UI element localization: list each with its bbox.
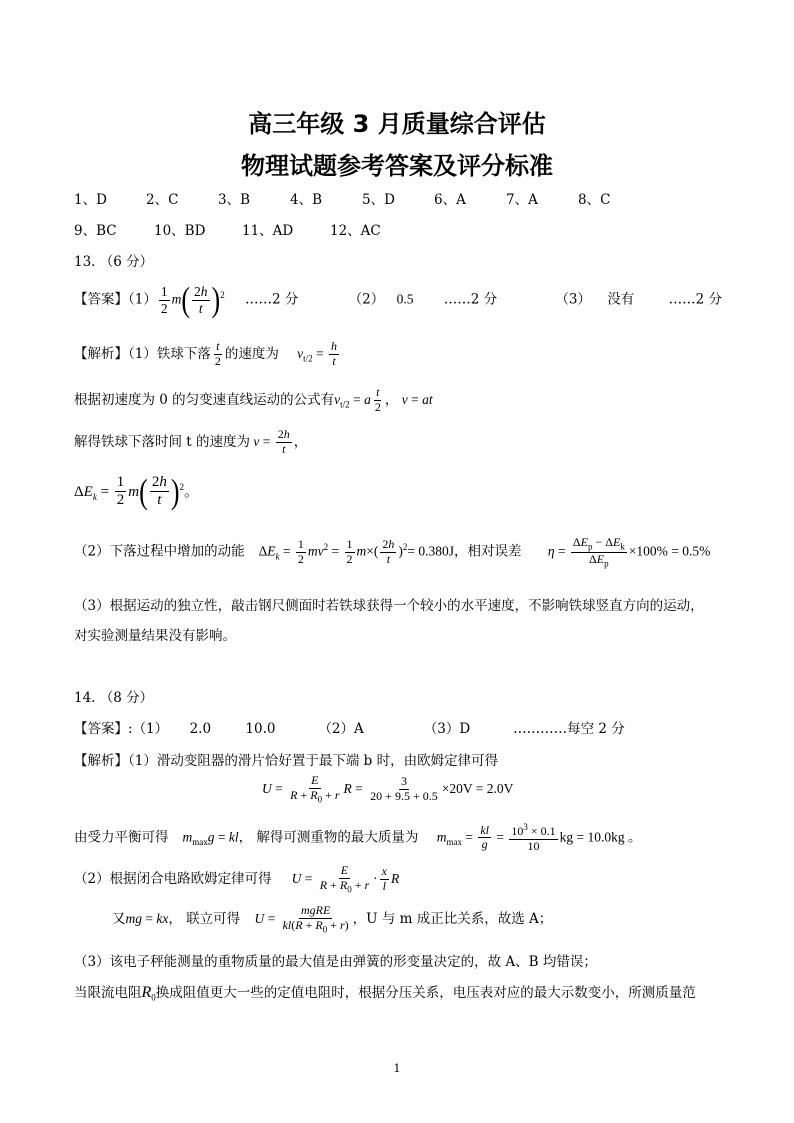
q13-analysis-line-2: 根据初速度为 0 的匀变速直线运动的公式有$v_{t/2} = a$ $\frac{t}{2}$ ， v = at [74, 385, 433, 414]
q13-heading: 13. （6 分） [74, 254, 154, 270]
choice-answer: 6、A [434, 192, 466, 208]
choice-answer: 5、D [362, 192, 395, 208]
choice-answers-row-2 [0, 219, 794, 239]
q14-analysis-line-3: 又mg = kx， 联立可得 U = $\frac{\text{mgRE}}{kl(R + R_0 + r)}$ ，U 与 m 成正比关系，故选 A； [112, 903, 553, 935]
q14-answer-line: 【答案】:（1） 2.0 10.0 （2）A （3）D …………每空 2 分 [74, 721, 625, 737]
choice-answer: 9、BC [74, 223, 117, 239]
q14-equation-1: U = $\frac{E}{R + R_0 + r}$ R = $\frac{3}{20 + 9.5 + 0.5}$ ×20V = 2.0V [262, 773, 514, 805]
page-title: 高三年级 3 月质量综合评估 [248, 110, 546, 138]
q14-analysis-line-5: 当限流电阻$R_0$换成阻值更大一些的定值电阻时，根据分压关系，电压表对应的最大示数变小，所测质量范 [74, 984, 696, 1003]
q13-analysis-line-1: 【解析】（1）铁球下落 $\frac{t}{2}$ 的速度为 $v_{t/2}$ = $\frac{h}{t}$ [74, 339, 338, 368]
choice-answer: 7、A [506, 192, 538, 208]
q13-analysis-line-6: （3）根据运动的独立性，敲击钢尺侧面时若铁球获得一个较小的水平速度，不影响铁球竖直方向的运动， [74, 598, 704, 614]
q13-analysis-line-5: （2）下落过程中增加的动能 $\Delta E_k$ = $\frac{1}{2}$ $mv^2$ = $\frac{1}{2}$ m×( $\frac{2h}{t}$ )$^2$= 0.380J，相对误差 η = $\frac{\Delta E_p - \Delta E_k}{\Delta E_p}$ ×100% = 0.5% [74, 535, 711, 569]
q13-analysis-line-7: 对实验测量结果没有影响。 [74, 628, 236, 644]
choice-answer: 10、BD [154, 223, 206, 239]
analysis-label: 【解析】 [74, 345, 128, 362]
choice-answer: 11、AD [242, 223, 294, 239]
choice-answer: 12、AC [330, 223, 381, 239]
q13-answer-line: 【答案】（1） $\frac{1}{2}$ m( $\frac{2h}{t}$ )$^2$ ……2 分 （2） 0.5 ……2 分 （3） 没有 ……2 分 [74, 279, 722, 319]
choice-answer: 1、D [74, 192, 107, 208]
q14-analysis-line-1: 【解析】（1）滑动变阻器的滑片恰好置于最下端 b 时，由欧姆定律可得 [74, 753, 499, 769]
page-number: 1 [393, 1062, 401, 1075]
choice-answers-row-1 [0, 188, 794, 208]
q13-analysis-line-3: 解得铁球下落时间 t 的速度为 v = $\frac{2h}{t}$ ， [74, 427, 308, 456]
page-subtitle: 物理试题参考答案及评分标准 [241, 152, 553, 180]
q14-analysis-line-balance: 由受力平衡可得 $m_{max}g$ = kl， 解得可测重物的最大质量为 $m_{max}$ = $\frac{kl}{g}$ = $\frac{10^3 \times 0.1}{10}$ kg = 10.0kg 。 [74, 822, 642, 853]
q14-heading: 14. （8 分） [74, 690, 154, 706]
choice-answer: 4、B [290, 192, 323, 208]
answer-label: 【答案】 [74, 291, 128, 308]
choice-answer: 3、B [218, 192, 251, 208]
choice-answer: 2、C [146, 192, 179, 208]
q13-analysis-line-4: $\Delta E_k$ = $\frac{1}{2}$ m( $\frac{2h}{t}$ )$^2$。 [74, 471, 199, 511]
choice-answer: 8、C [578, 192, 611, 208]
q14-analysis-line-4: （3）该电子秤能测量的重物质量的最大值是由弹簧的形变量决定的，故 A、B 均错误； [74, 954, 597, 970]
q14-analysis-line-2: （2）根据闭合电路欧姆定律可得 U = $\frac{E}{R + R_0 + r}$ · $\frac{x}{l}$ R [74, 863, 400, 895]
